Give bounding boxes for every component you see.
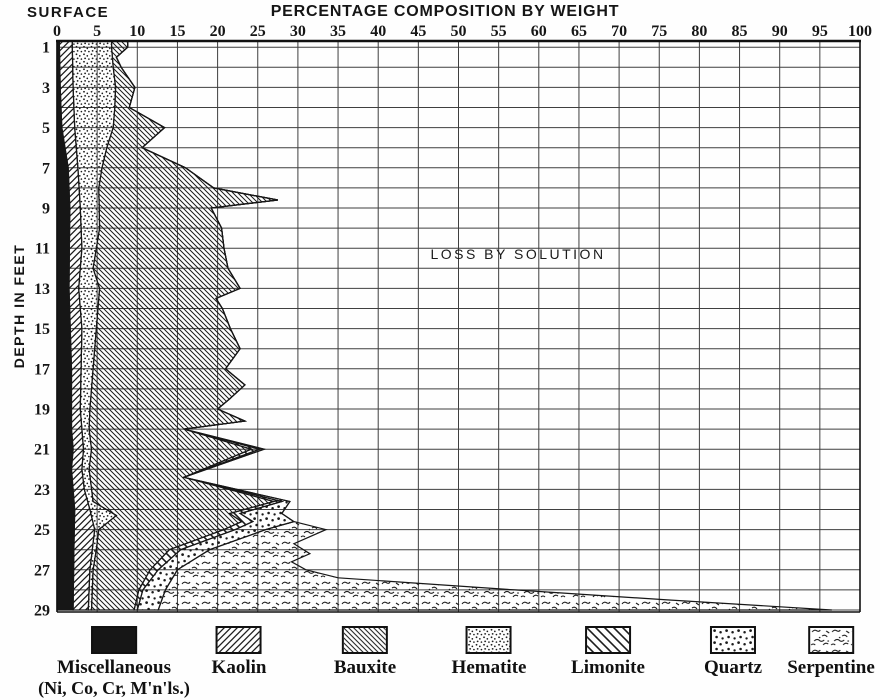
svg-text:40: 40 (370, 23, 387, 40)
chart-title: PERCENTAGE COMPOSITION BY WEIGHT (270, 3, 620, 20)
legend-label-serpentine: Serpentine (787, 657, 875, 678)
svg-text:50: 50 (450, 23, 467, 40)
svg-text:75: 75 (651, 23, 668, 40)
svg-text:85: 85 (731, 23, 748, 40)
legend-sublabel-miscellaneous: (Ni, Co, Cr, M'n'ls.) (38, 678, 190, 698)
svg-text:29: 29 (34, 602, 50, 620)
svg-text:35: 35 (330, 23, 347, 40)
svg-text:80: 80 (691, 23, 708, 40)
legend (0, 626, 880, 700)
svg-text:1: 1 (42, 39, 50, 57)
svg-text:15: 15 (34, 321, 50, 339)
svg-text:45: 45 (410, 23, 427, 40)
surface-label: SURFACE (27, 4, 110, 21)
svg-text:100: 100 (848, 23, 872, 40)
svg-text:11: 11 (34, 240, 50, 258)
svg-text:25: 25 (34, 522, 50, 540)
svg-text:3: 3 (42, 79, 50, 97)
svg-text:60: 60 (530, 23, 547, 40)
legend-label-quartz: Quartz (703, 657, 763, 678)
svg-text:23: 23 (34, 481, 50, 499)
legend-label-bauxite: Bauxite (333, 657, 397, 678)
legend-label-limonite: Limonite (571, 657, 645, 678)
svg-text:10: 10 (129, 23, 146, 40)
svg-text:70: 70 (611, 23, 628, 40)
svg-text:5: 5 (42, 120, 50, 138)
svg-text:5: 5 (93, 23, 102, 40)
svg-text:27: 27 (34, 562, 50, 580)
svg-text:17: 17 (34, 361, 50, 379)
legend-item-bauxite (334, 626, 396, 678)
legend-item-hematite (452, 626, 527, 678)
svg-text:55: 55 (490, 23, 507, 40)
svg-text:13: 13 (34, 280, 50, 298)
legend-swatch-kaolin (216, 626, 262, 654)
svg-text:25: 25 (249, 23, 266, 40)
depth-axis-label: DEPTH IN FEET (11, 243, 27, 369)
legend-swatch-serpentine (808, 626, 854, 654)
svg-text:90: 90 (771, 23, 788, 40)
svg-text:7: 7 (42, 160, 50, 178)
loss-by-solution-annotation: LOSS BY SOLUTION (430, 246, 606, 262)
svg-text:30: 30 (289, 23, 306, 40)
mineral-bands (57, 41, 832, 610)
legend-item-quartz (704, 626, 762, 678)
legend-swatch-quartz (710, 626, 756, 654)
legend-item-miscellaneous (38, 626, 190, 699)
legend-swatch-limonite (585, 626, 631, 654)
legend-swatch-hematite (466, 626, 512, 654)
svg-text:20: 20 (209, 23, 226, 40)
legend-label-miscellaneous: Miscellaneous (57, 657, 171, 678)
legend-item-limonite (571, 626, 645, 678)
legend-label-hematite: Hematite (451, 657, 527, 678)
legend-item-serpentine (787, 626, 875, 678)
svg-text:9: 9 (42, 200, 50, 218)
svg-text:19: 19 (34, 401, 50, 419)
svg-text:95: 95 (811, 23, 828, 40)
legend-item-kaolin (212, 626, 267, 678)
svg-text:0: 0 (53, 23, 61, 40)
legend-swatch-miscellaneous (91, 626, 137, 654)
legend-label-kaolin: Kaolin (211, 657, 267, 678)
svg-text:21: 21 (34, 441, 50, 459)
svg-text:65: 65 (570, 23, 587, 40)
legend-swatch-bauxite (342, 626, 388, 654)
svg-text:15: 15 (169, 23, 186, 40)
